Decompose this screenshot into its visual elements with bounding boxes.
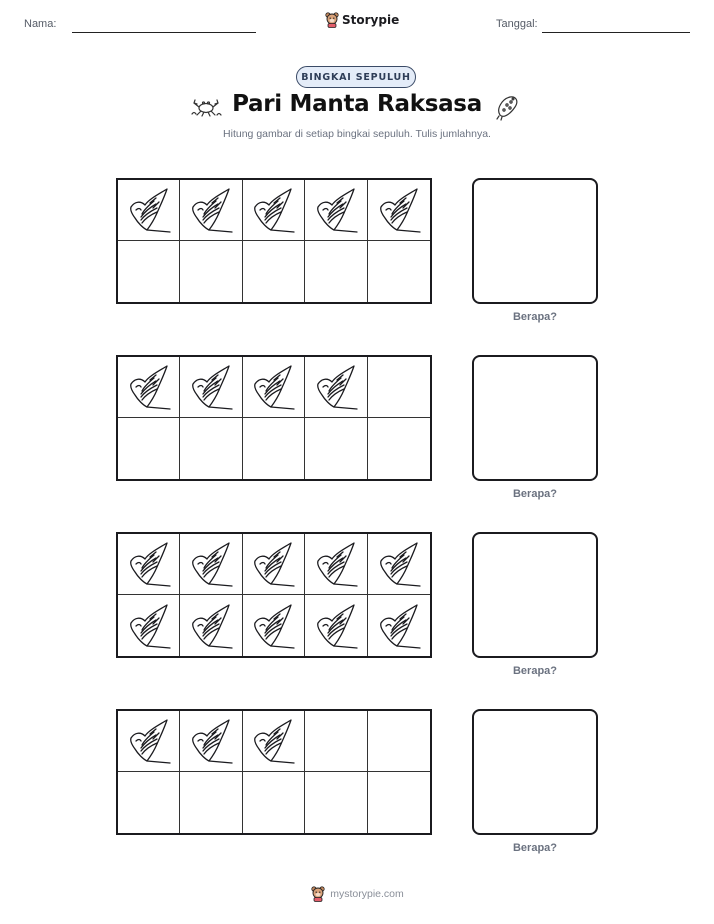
manta-ray-icon xyxy=(126,540,172,588)
ten-frame-cell xyxy=(305,241,367,302)
ten-frame-cell xyxy=(180,595,242,656)
manta-ray-icon xyxy=(313,540,359,588)
manta-ray-icon xyxy=(188,186,234,234)
answer-prompt: Berapa? xyxy=(512,311,558,323)
answer-prompt: Berapa? xyxy=(512,665,558,677)
ten-frame xyxy=(116,178,432,304)
ten-frame-cell xyxy=(180,241,242,302)
brand-name: Storypie xyxy=(342,13,400,27)
answer-box[interactable] xyxy=(472,532,598,658)
worksheet-badge: BINGKAI SEPULUH xyxy=(296,66,416,88)
ten-frame-cell xyxy=(118,711,180,772)
ten-frame-cell xyxy=(305,418,367,479)
ten-frame-cell xyxy=(243,711,305,772)
ten-frame xyxy=(116,355,432,481)
manta-ray-icon xyxy=(250,717,296,765)
brand-logo xyxy=(325,12,399,28)
footer xyxy=(0,886,714,902)
manta-ray-icon xyxy=(250,602,296,650)
manta-ray-icon xyxy=(313,602,359,650)
ten-frame-cell xyxy=(118,180,180,241)
ten-frame-cell xyxy=(368,180,430,241)
worksheet-title: Pari Manta Raksasa xyxy=(232,91,482,117)
ten-frame-cell xyxy=(118,418,180,479)
answer-box[interactable] xyxy=(472,355,598,481)
footer-url: mystorypie.com xyxy=(330,888,404,900)
manta-ray-icon xyxy=(376,186,422,234)
ten-frame-cell xyxy=(118,772,180,833)
ten-frame-cell xyxy=(368,595,430,656)
manta-ray-icon xyxy=(188,363,234,411)
ten-frame xyxy=(116,709,432,835)
ten-frame xyxy=(116,532,432,658)
ten-frame-cell xyxy=(305,534,367,595)
bear-mascot-icon xyxy=(325,12,339,28)
ten-frame-cell xyxy=(243,180,305,241)
worksheet-instructions: Hitung gambar di setiap bingkai sepuluh. Tulis jumlahnya. xyxy=(223,128,491,140)
ten-frame-cell xyxy=(368,711,430,772)
ten-frame-cell xyxy=(180,772,242,833)
manta-ray-icon xyxy=(188,540,234,588)
ten-frame-cell xyxy=(243,241,305,302)
title-row xyxy=(0,91,714,125)
ten-frame-cell xyxy=(180,180,242,241)
ten-frame-cell xyxy=(180,534,242,595)
ten-frame-cell xyxy=(243,595,305,656)
manta-ray-icon xyxy=(313,186,359,234)
manta-ray-icon xyxy=(313,363,359,411)
ten-frame-cell xyxy=(118,241,180,302)
ten-frame-cell xyxy=(180,711,242,772)
manta-ray-icon xyxy=(126,186,172,234)
answer-box[interactable] xyxy=(472,178,598,304)
ten-frame-cell xyxy=(118,534,180,595)
ten-frame-cell xyxy=(368,241,430,302)
ten-frame-cell xyxy=(180,357,242,418)
ten-frame-cell xyxy=(368,534,430,595)
ten-frame-cell xyxy=(305,357,367,418)
sea-cucumber-icon xyxy=(494,93,520,121)
manta-ray-icon xyxy=(250,186,296,234)
manta-ray-icon xyxy=(126,363,172,411)
answer-prompt: Berapa? xyxy=(512,842,558,854)
ten-frame-cell xyxy=(368,357,430,418)
date-field[interactable] xyxy=(542,32,690,33)
ten-frame-cell xyxy=(118,357,180,418)
manta-ray-icon xyxy=(126,602,172,650)
manta-ray-icon xyxy=(250,363,296,411)
ten-frame-cell xyxy=(305,595,367,656)
manta-ray-icon xyxy=(376,602,422,650)
manta-ray-icon xyxy=(250,540,296,588)
ten-frame-cell xyxy=(305,711,367,772)
manta-ray-icon xyxy=(376,540,422,588)
manta-ray-icon xyxy=(188,717,234,765)
ten-frame-cell xyxy=(243,418,305,479)
name-field[interactable] xyxy=(72,32,256,33)
answer-box[interactable] xyxy=(472,709,598,835)
ten-frame-cell xyxy=(118,595,180,656)
ten-frame-cell xyxy=(305,180,367,241)
manta-ray-icon xyxy=(126,717,172,765)
ten-frame-cell xyxy=(368,772,430,833)
ten-frame-cell xyxy=(243,534,305,595)
bear-mascot-icon xyxy=(310,886,326,902)
answer-prompt: Berapa? xyxy=(512,488,558,500)
ten-frame-cell xyxy=(243,772,305,833)
ten-frame-cell xyxy=(368,418,430,479)
date-label: Tanggal: xyxy=(496,18,538,30)
ten-frame-cell xyxy=(305,772,367,833)
manta-ray-icon xyxy=(188,602,234,650)
name-label: Nama: xyxy=(24,18,57,30)
ten-frame-cell xyxy=(180,418,242,479)
ten-frame-cell xyxy=(243,357,305,418)
